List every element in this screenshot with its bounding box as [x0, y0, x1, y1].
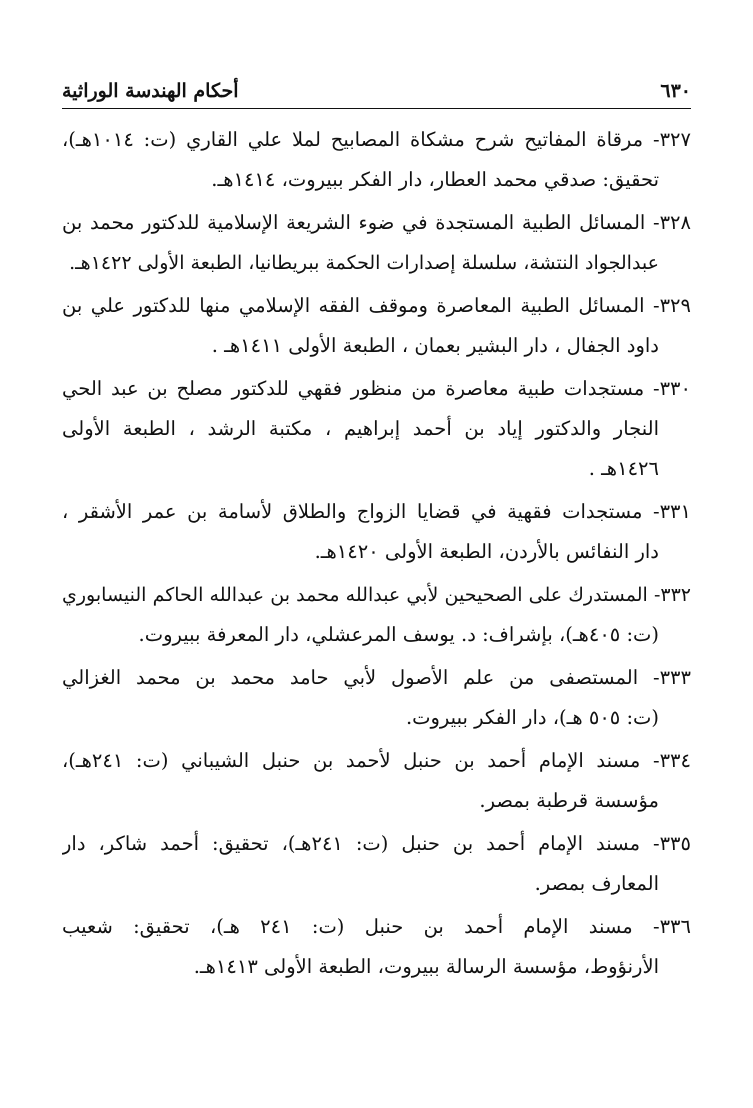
entry-first-line: ٣٣٠- مستجدات طبية معاصرة من منظور فقهي للدكتور مصلح بن عبد الحي: [62, 377, 691, 400]
entry-first-line: ٣٢٩- المسائل الطبية المعاصرة وموقف الفقه الإسلامي منها للدكتور علي بن: [62, 294, 691, 317]
entry-continuation-line: داود الجفال ، دار البشير بعمان ، الطبعة الأولى ١٤١١هـ .: [211, 334, 659, 357]
page-number: ٦٣٠: [660, 80, 691, 102]
header-divider: [62, 108, 691, 109]
entry-first-line: ٣٣٢- المستدرك على الصحيحين لأبي عبدالله محمد بن عبدالله الحاكم النيسابوري: [62, 584, 691, 606]
page-header: [62, 72, 691, 102]
entry-continuation-line: تحقيق: صدقي محمد العطار، دار الفكر ببيروت، ١٤١٤هـ.: [211, 168, 659, 191]
bibliography-entry: [62, 492, 691, 572]
bibliography-list: [62, 120, 691, 990]
entry-first-line: ٣٣٦- مسند الإمام أحمد بن حنبل (ت: ٢٤١ هـ)، تحقيق: شعيب: [62, 915, 691, 938]
entry-first-line: ٣٣١- مستجدات فقهية في قضايا الزواج والطلاق لأسامة بن عمر الأشقر ،: [62, 500, 691, 523]
entry-continuation-line: النجار والدكتور إياد بن أحمد إبراهيم ، مكتبة الرشد ، الطبعة الأولى: [62, 417, 659, 440]
bibliography-entry: [62, 907, 691, 987]
entry-continuation-line: مؤسسة قرطبة بمصر.: [479, 789, 659, 812]
entry-continuation-line: عبدالجواد النتشة، سلسلة إصدارات الحكمة ببريطانيا، الطبعة الأولى ١٤٢٢هـ.: [69, 252, 659, 274]
bibliography-entry: [62, 369, 691, 489]
bibliography-entry: [62, 120, 691, 200]
bibliography-entry: [62, 286, 691, 366]
bibliography-entry: [62, 575, 691, 655]
entry-first-line: ٣٣٥- مسند الإمام أحمد بن حنبل (ت: ٢٤١هـ)، تحقيق: أحمد شاكر، دار: [62, 832, 691, 855]
bibliography-entry: [62, 741, 691, 821]
entry-first-line: ٣٣٣- المستصفى من علم الأصول لأبي حامد محمد بن محمد الغزالي: [62, 666, 691, 689]
entry-continuation-line: (ت: ٤٠٥هـ)، بإشراف: د. يوسف المرعشلي، دار المعرفة ببيروت.: [138, 623, 659, 646]
entry-continuation-line: دار النفائس بالأردن، الطبعة الأولى ١٤٢٠هـ.: [314, 540, 659, 563]
bibliography-entry: [62, 658, 691, 738]
running-title: أحكام الهندسة الوراثية: [62, 80, 239, 102]
entry-first-line: ٣٢٧- مرقاة المفاتيح شرح مشكاة المصابيح لملا علي القاري (ت: ١٠١٤هـ)،: [62, 128, 691, 151]
entry-continuation-line: (ت: ٥٠٥ هـ)، دار الفكر ببيروت.: [405, 706, 659, 729]
bibliography-entry: [62, 824, 691, 904]
entry-continuation-line: ١٤٢٦هـ .: [588, 457, 659, 480]
bibliography-entry: [62, 203, 691, 283]
entry-first-line: ٣٣٤- مسند الإمام أحمد بن حنبل لأحمد بن حنبل الشيباني (ت: ٢٤١هـ)،: [62, 749, 691, 772]
entry-continuation-line: المعارف بمصر.: [534, 872, 659, 895]
entry-continuation-line: الأرنؤوط، مؤسسة الرسالة ببيروت، الطبعة الأولى ١٤١٣هـ.: [193, 955, 659, 978]
entry-first-line: ٣٢٨- المسائل الطبية المستجدة في ضوء الشريعة الإسلامية للدكتور محمد بن: [62, 211, 691, 234]
